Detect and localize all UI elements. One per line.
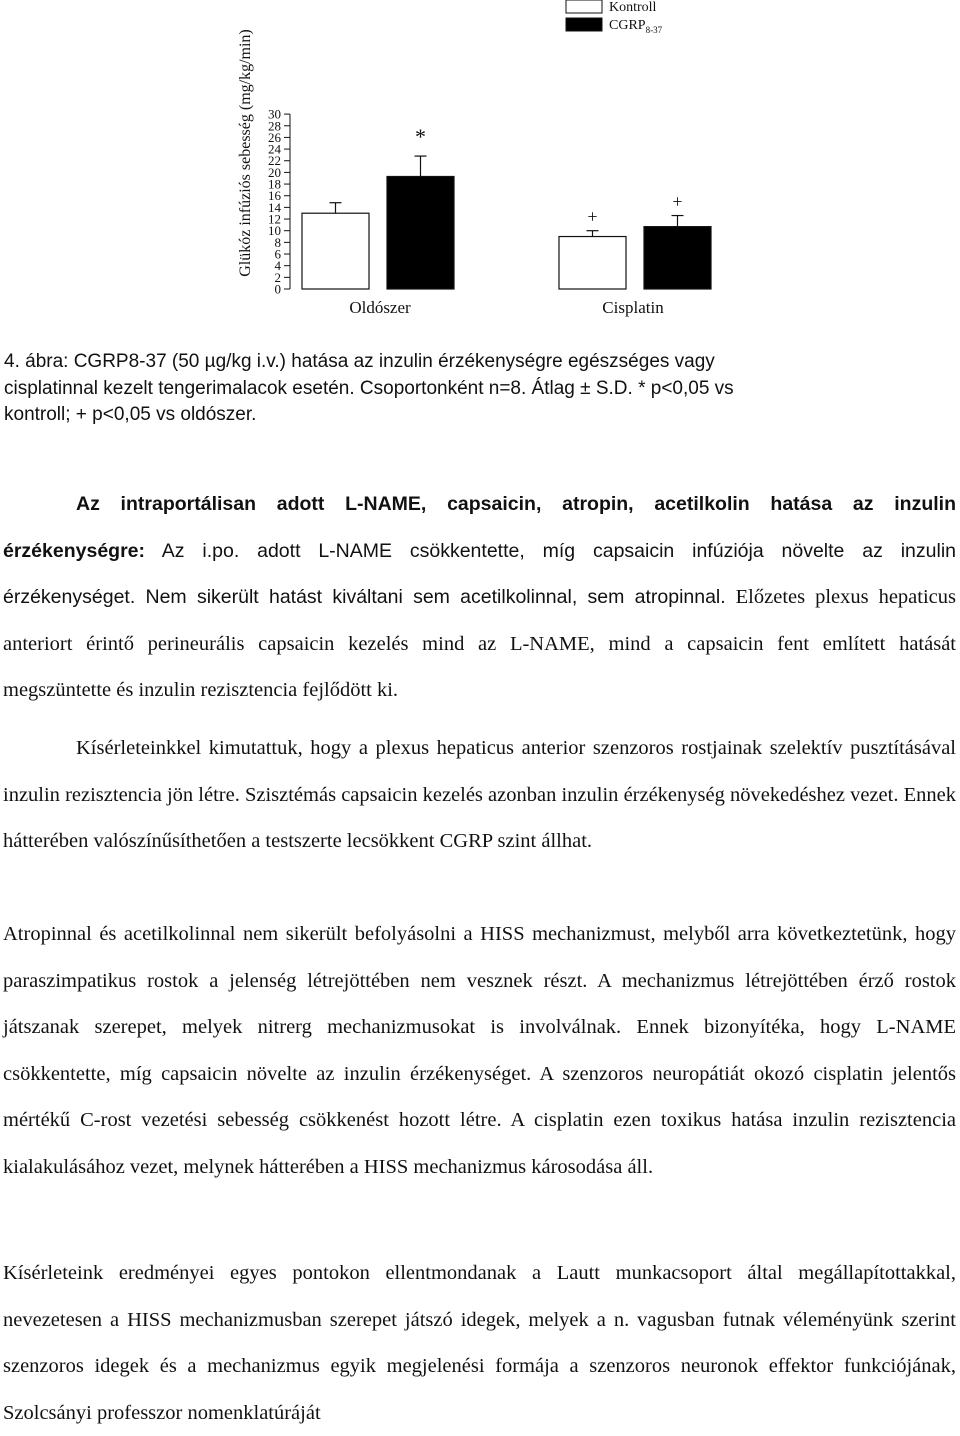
y-tick-label: 10 [268, 223, 281, 239]
y-tick-label: 28 [268, 118, 281, 134]
y-tick-label: 0 [274, 281, 281, 297]
bar-kontroll-cisplatin [559, 237, 626, 289]
caption-line-3: kontroll; + p<0,05 vs oldószer. [4, 404, 257, 425]
y-tick-label: 24 [268, 141, 281, 157]
caption-line-2: cisplatinnal kezelt tengerimalacok esetén. Csoportonként n=8. Átlag ± S.D. * p<0,05 vs [4, 377, 734, 399]
y-tick-label: 30 [268, 106, 281, 122]
y-tick-label: 26 [268, 129, 281, 145]
y-tick-label: 16 [268, 188, 281, 204]
y-axis-label: Glükóz infúziós sebesség (mg/kg/min) [237, 29, 254, 277]
y-tick-label: 4 [274, 258, 281, 274]
y-tick-label: 20 [268, 164, 281, 180]
significance-mark: + [672, 191, 683, 212]
significance-mark: * [415, 124, 426, 150]
y-tick-label: 14 [268, 199, 281, 215]
bar-cgrp-oldoszer [387, 176, 454, 289]
legend-label-cgrp: $CGRP_{8-37}$ [609, 18, 663, 35]
caption-line-1: 4. ábra: CGRP8-37 (50 µg/kg i.v.) hatása az inzulin érzékenységre egészséges vagy [4, 351, 715, 372]
legend-swatch-cgrp [566, 18, 602, 31]
bar-chart [0, 0, 960, 330]
legend-label-kontroll: Kontroll [609, 0, 657, 15]
legend [566, 0, 663, 35]
figure-caption [4, 349, 954, 429]
significance-mark: + [587, 206, 598, 227]
y-tick-label: 12 [268, 211, 281, 227]
bars [302, 124, 711, 289]
group-label-oldoszer: Oldószer [349, 298, 411, 317]
paragraph-4: Kísérleteink eredményei egyes pontokon ellentmondanak a Lautt munkacsoport által megállapítottakkal, nevezetesen a HISS mechanizmusban szerepet játszó idegek, melyek a n. vagusban futnak véleményünk szerint szenzoros idegek és a mechanizmus egyik megjelenési formája a szenzoros neuronok effektor funkciójának, Szolcsányi professzor nomenklatúráját [3, 1262, 956, 1424]
paragraph-2: Kísérleteinkkel kimutattuk, hogy a plexus hepaticus anterior szenzoros rostjainak szelektív pusztításával inzulin rezisztencia jön létre. Szisztémás capsaicin kezelés azonban inzulin érzékenység növekedéshez vezet. Ennek hátterében valószínűsíthetően a testszerte lecsökkent CGRP szint állhat. [3, 737, 956, 852]
y-tick-label: 6 [274, 246, 281, 262]
paragraph-1-text-b: Előzetes plexus hepaticus anteriort érintő perineurális capsaicin kezelés mind az L-NAME, mind a capsaicin fent említett hatását megszüntette és inzulin rezisztencia fejlődött ki. [3, 586, 956, 701]
paragraph-3: Atropinnal és acetilkolinnal nem sikerült befolyásolni a HISS mechanizmust, melyből arra következtetünk, hogy paraszimpatikus rostok a jelenség létrejöttében nem vesznek részt. A mechanizmus létrejöttében érző rostok játszanak szerepet, melyek nitrerg mechanizmusokat is involválnak. Ennek bizonyítéka, hogy L-NAME csökkentette, míg capsaicin növelte az inzulin érzékenységet. A szenzoros neuropátiát okozó cisplatin jelentős mértékű C-rost vezetési sebesség csökkenést hozott létre. A cisplatin ezen toxikus hatása inzulin rezisztencia kialakulásához vezet, melynek hátterében a HISS mechanizmus károsodása áll. [3, 923, 956, 1178]
bar-kontroll-oldoszer [302, 213, 369, 289]
paragraph-1-heading: Az intraportálisan adott L-NAME, capsaicin, atropin, acetilkolin hatása az inzulin érzékenységre: [3, 493, 956, 562]
bar-cgrp-cisplatin [644, 227, 711, 289]
y-tick-label: 22 [268, 153, 281, 169]
y-tick-label: 8 [274, 234, 281, 250]
y-axis [268, 107, 290, 297]
paragraph-1 [3, 481, 956, 714]
y-tick-label: 18 [268, 176, 281, 192]
paragraph-1-text-a: Az i.po. adott L-NAME csökkentette, míg capsaicin infúziója növelte az inzulin érzékenységet. Nem sikerült hatást kiváltani sem acetilkolinnal, sem atropinnal. [3, 539, 956, 608]
group-label-cisplatin: Cisplatin [602, 298, 664, 317]
legend-swatch-kontroll [566, 0, 602, 13]
y-tick-label: 2 [274, 269, 281, 285]
